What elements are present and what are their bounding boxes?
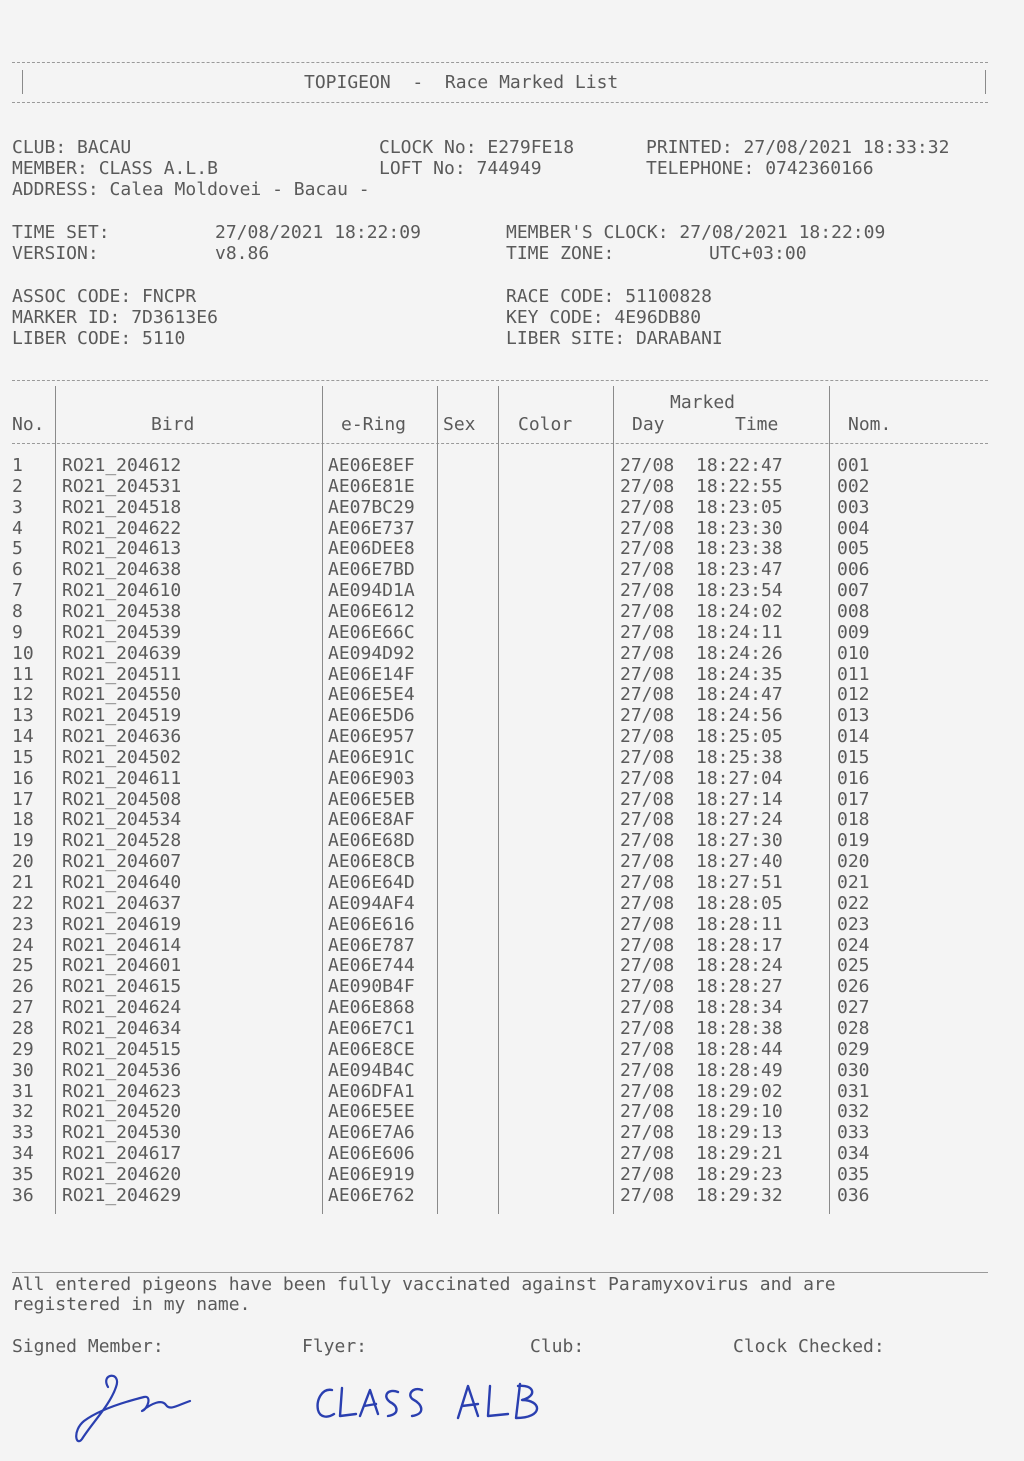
- loft-number: LOFT No: 744949: [379, 158, 542, 179]
- row-no: 14: [12, 726, 34, 748]
- row-no: 36: [12, 1184, 34, 1206]
- title-box-left-border: [22, 70, 23, 94]
- row-time: 18:28:24: [696, 955, 783, 977]
- version-value: v8.86: [215, 243, 270, 264]
- signed-member-label: Signed Member:: [12, 1336, 164, 1357]
- table-row: [12, 789, 992, 810]
- row-bird: RO21_204636: [62, 726, 182, 748]
- clock-checked-label: Clock Checked:: [733, 1336, 885, 1357]
- time-set-label: TIME SET:: [12, 222, 110, 243]
- row-time: 18:27:14: [696, 788, 783, 810]
- row-nom: 012: [837, 684, 870, 706]
- row-no: 25: [12, 955, 34, 977]
- row-bird: RO21_204508: [62, 788, 182, 810]
- row-bird: RO21_204530: [62, 1122, 182, 1144]
- table-row: [12, 1122, 992, 1143]
- row-no: 17: [12, 788, 34, 810]
- row-ering: AE094D1A: [328, 580, 415, 602]
- row-bird: RO21_204607: [62, 851, 182, 873]
- assoc-code: ASSOC CODE: FNCPR: [12, 286, 197, 307]
- row-bird: RO21_204619: [62, 913, 182, 935]
- members-clock: MEMBER'S CLOCK: 27/08/2021 18:22:09: [506, 222, 886, 243]
- row-bird: RO21_204613: [62, 538, 182, 560]
- row-no: 20: [12, 851, 34, 873]
- row-nom: 001: [837, 455, 870, 476]
- row-no: 22: [12, 892, 34, 914]
- row-day: 27/08: [620, 1080, 675, 1102]
- row-bird: RO21_204536: [62, 1059, 182, 1081]
- row-nom: 015: [837, 746, 870, 768]
- col-header-no: No.: [12, 414, 45, 435]
- row-no: 11: [12, 663, 34, 685]
- col-header-nom: Nom.: [848, 414, 892, 435]
- col-header-ering: e-Ring: [341, 414, 407, 435]
- row-ering: AE090B4F: [328, 976, 415, 998]
- row-time: 18:28:34: [696, 997, 783, 1019]
- row-time: 18:27:51: [696, 872, 783, 893]
- row-ering: AE06E762: [328, 1184, 415, 1206]
- row-nom: 022: [837, 892, 870, 914]
- key-code: KEY CODE: 4E96DB80: [506, 307, 702, 328]
- row-time: 18:28:27: [696, 976, 783, 998]
- title-box-right-border: [985, 70, 986, 94]
- table-row: [12, 872, 992, 893]
- table-row: [12, 1101, 992, 1122]
- row-day: 27/08: [620, 559, 675, 581]
- row-ering: AE06E64D: [328, 872, 415, 893]
- row-bird: RO21_204502: [62, 746, 182, 768]
- row-ering: AE06E66C: [328, 621, 415, 643]
- row-no: 35: [12, 1163, 34, 1185]
- row-time: 18:24:35: [696, 663, 783, 685]
- row-day: 27/08: [620, 705, 675, 727]
- row-time: 18:23:30: [696, 517, 783, 539]
- row-bird: RO21_204623: [62, 1080, 182, 1102]
- row-no: 18: [12, 809, 34, 831]
- row-day: 27/08: [620, 872, 675, 893]
- row-time: 18:23:47: [696, 559, 783, 581]
- row-time: 18:29:32: [696, 1184, 783, 1206]
- row-nom: 035: [837, 1163, 870, 1185]
- row-no: 23: [12, 913, 34, 935]
- row-time: 18:29:10: [696, 1101, 783, 1123]
- row-day: 27/08: [620, 1038, 675, 1060]
- row-bird: RO21_204611: [62, 767, 182, 789]
- row-bird: RO21_204617: [62, 1143, 182, 1165]
- page-title: TOPIGEON - Race Marked List: [304, 72, 619, 93]
- table-row: [12, 747, 992, 768]
- table-row: [12, 1143, 992, 1164]
- row-time: 18:29:23: [696, 1163, 783, 1185]
- col-header-marked: Marked: [670, 392, 736, 413]
- table-row: [12, 726, 992, 747]
- table-row: [12, 1060, 992, 1081]
- row-day: 27/08: [620, 580, 675, 602]
- row-time: 18:28:17: [696, 934, 783, 956]
- row-no: 15: [12, 746, 34, 768]
- row-day: 27/08: [620, 1143, 675, 1165]
- row-nom: 030: [837, 1059, 870, 1081]
- table-row: [12, 1018, 992, 1039]
- row-day: 27/08: [620, 934, 675, 956]
- title-box-bottom-border: [12, 102, 988, 103]
- row-day: 27/08: [620, 1163, 675, 1185]
- address-info: ADDRESS: Calea Moldovei - Bacau -: [12, 179, 370, 200]
- row-no: 21: [12, 872, 34, 893]
- row-ering: AE06E91C: [328, 746, 415, 768]
- table-row: [12, 580, 992, 601]
- row-ering: AE06E8CE: [328, 1038, 415, 1060]
- row-ering: AE06E744: [328, 955, 415, 977]
- row-nom: 036: [837, 1184, 870, 1206]
- row-no: 34: [12, 1143, 34, 1165]
- row-nom: 008: [837, 600, 870, 622]
- row-day: 27/08: [620, 642, 675, 664]
- row-ering: AE06E5EB: [328, 788, 415, 810]
- time-set-value: 27/08/2021 18:22:09: [215, 222, 421, 243]
- row-ering: AE06E957: [328, 726, 415, 748]
- row-no: 31: [12, 1080, 34, 1102]
- row-ering: AE094B4C: [328, 1059, 415, 1081]
- row-nom: 011: [837, 663, 870, 685]
- row-bird: RO21_204622: [62, 517, 182, 539]
- row-day: 27/08: [620, 955, 675, 977]
- row-ering: AE094D92: [328, 642, 415, 664]
- row-no: 8: [12, 600, 23, 622]
- row-ering: AE07BC29: [328, 496, 415, 518]
- row-no: 7: [12, 580, 23, 602]
- row-day: 27/08: [620, 1101, 675, 1123]
- row-no: 24: [12, 934, 34, 956]
- race-code: RACE CODE: 51100828: [506, 286, 712, 307]
- row-nom: 017: [837, 788, 870, 810]
- table-row: [12, 1164, 992, 1185]
- row-ering: AE06E7C1: [328, 1017, 415, 1039]
- row-no: 29: [12, 1038, 34, 1060]
- club-info: CLUB: BACAU: [12, 137, 132, 158]
- row-nom: 025: [837, 955, 870, 977]
- row-ering: AE094AF4: [328, 892, 415, 914]
- row-ering: AE06E5E4: [328, 684, 415, 706]
- title-box-top-border: [12, 62, 988, 63]
- row-day: 27/08: [620, 997, 675, 1019]
- row-time: 18:22:47: [696, 455, 783, 476]
- flyer-handwritten-name: [312, 1378, 562, 1430]
- row-bird: RO21_204637: [62, 892, 182, 914]
- row-time: 18:28:44: [696, 1038, 783, 1060]
- row-no: 19: [12, 830, 34, 852]
- row-time: 18:29:21: [696, 1143, 783, 1165]
- row-bird: RO21_204640: [62, 872, 182, 893]
- table-row: [12, 538, 992, 559]
- row-day: 27/08: [620, 809, 675, 831]
- row-time: 18:25:05: [696, 726, 783, 748]
- row-day: 27/08: [620, 621, 675, 643]
- row-nom: 002: [837, 475, 870, 497]
- row-nom: 013: [837, 705, 870, 727]
- row-bird: RO21_204612: [62, 455, 182, 476]
- row-time: 18:29:02: [696, 1080, 783, 1102]
- row-bird: RO21_204614: [62, 934, 182, 956]
- row-time: 18:28:05: [696, 892, 783, 914]
- table-row: [12, 955, 992, 976]
- table-row: [12, 809, 992, 830]
- row-bird: RO21_204639: [62, 642, 182, 664]
- row-bird: RO21_204620: [62, 1163, 182, 1185]
- row-no: 16: [12, 767, 34, 789]
- row-nom: 032: [837, 1101, 870, 1123]
- row-day: 27/08: [620, 538, 675, 560]
- row-nom: 005: [837, 538, 870, 560]
- row-nom: 021: [837, 872, 870, 893]
- row-bird: RO21_204601: [62, 955, 182, 977]
- row-ering: AE06DEE8: [328, 538, 415, 560]
- row-time: 18:24:11: [696, 621, 783, 643]
- member-info: MEMBER: CLASS A.L.B: [12, 158, 218, 179]
- row-day: 27/08: [620, 1059, 675, 1081]
- row-no: 9: [12, 621, 23, 643]
- table-row: [12, 768, 992, 789]
- row-no: 27: [12, 997, 34, 1019]
- row-no: 1: [12, 455, 23, 476]
- vaccination-statement-line1: All entered pigeons have been fully vaccinated against Paramyxovirus and are: [12, 1274, 836, 1295]
- row-bird: RO21_204638: [62, 559, 182, 581]
- row-no: 2: [12, 475, 23, 497]
- row-nom: 010: [837, 642, 870, 664]
- table-header-bottom-border: [12, 443, 988, 444]
- row-nom: 027: [837, 997, 870, 1019]
- clock-number: CLOCK No: E279FE18: [379, 137, 575, 158]
- row-time: 18:28:49: [696, 1059, 783, 1081]
- row-nom: 016: [837, 767, 870, 789]
- row-nom: 009: [837, 621, 870, 643]
- vaccination-statement-line2: registered in my name.: [12, 1294, 251, 1315]
- row-no: 28: [12, 1017, 34, 1039]
- col-header-time: Time: [735, 414, 779, 435]
- row-time: 18:23:38: [696, 538, 783, 560]
- row-bird: RO21_204538: [62, 600, 182, 622]
- row-nom: 029: [837, 1038, 870, 1060]
- table-row: [12, 664, 992, 685]
- telephone-info: TELEPHONE: 0742360166: [646, 158, 874, 179]
- row-bird: RO21_204511: [62, 663, 182, 685]
- row-nom: 020: [837, 851, 870, 873]
- liber-code: LIBER CODE: 5110: [12, 328, 186, 349]
- marker-id: MARKER ID: 7D3613E6: [12, 307, 218, 328]
- row-day: 27/08: [620, 1184, 675, 1206]
- table-row: [12, 997, 992, 1018]
- footer-divider: [12, 1272, 988, 1273]
- table-row: [12, 935, 992, 956]
- row-nom: 023: [837, 913, 870, 935]
- row-time: 18:27:40: [696, 851, 783, 873]
- row-time: 18:24:56: [696, 705, 783, 727]
- row-time: 18:24:47: [696, 684, 783, 706]
- handwritten-signature: [70, 1365, 200, 1445]
- row-day: 27/08: [620, 788, 675, 810]
- row-bird: RO21_204520: [62, 1101, 182, 1123]
- row-ering: AE06E8AF: [328, 809, 415, 831]
- row-no: 33: [12, 1122, 34, 1144]
- row-day: 27/08: [620, 1017, 675, 1039]
- version-label: VERSION:: [12, 243, 99, 264]
- row-nom: 007: [837, 580, 870, 602]
- table-row: [12, 976, 992, 997]
- table-row: [12, 684, 992, 705]
- row-ering: AE06E616: [328, 913, 415, 935]
- row-no: 32: [12, 1101, 34, 1123]
- liber-site: LIBER SITE: DARABANI: [506, 328, 723, 349]
- row-no: 13: [12, 705, 34, 727]
- table-row: [12, 1039, 992, 1060]
- row-bird: RO21_204534: [62, 809, 182, 831]
- row-nom: 024: [837, 934, 870, 956]
- table-row: [12, 643, 992, 664]
- row-bird: RO21_204518: [62, 496, 182, 518]
- row-nom: 003: [837, 496, 870, 518]
- col-header-day: Day: [632, 414, 665, 435]
- row-ering: AE06E8CB: [328, 851, 415, 873]
- col-header-color: Color: [518, 414, 573, 435]
- row-time: 18:27:24: [696, 809, 783, 831]
- row-nom: 028: [837, 1017, 870, 1039]
- row-day: 27/08: [620, 684, 675, 706]
- table-row: [12, 1081, 992, 1102]
- row-bird: RO21_204531: [62, 475, 182, 497]
- row-day: 27/08: [620, 830, 675, 852]
- row-ering: AE06E737: [328, 517, 415, 539]
- row-ering: AE06E14F: [328, 663, 415, 685]
- table-row: [12, 476, 992, 497]
- row-bird: RO21_204634: [62, 1017, 182, 1039]
- row-no: 5: [12, 538, 23, 560]
- table-row: [12, 622, 992, 643]
- table-row: [12, 455, 992, 476]
- row-no: 6: [12, 559, 23, 581]
- row-ering: AE06E5EE: [328, 1101, 415, 1123]
- row-nom: 018: [837, 809, 870, 831]
- row-day: 27/08: [620, 496, 675, 518]
- row-day: 27/08: [620, 851, 675, 873]
- table-row: [12, 705, 992, 726]
- printed-timestamp: PRINTED: 27/08/2021 18:33:32: [646, 137, 950, 158]
- row-time: 18:29:13: [696, 1122, 783, 1144]
- row-no: 4: [12, 517, 23, 539]
- row-nom: 031: [837, 1080, 870, 1102]
- row-bird: RO21_204615: [62, 976, 182, 998]
- row-no: 10: [12, 642, 34, 664]
- table-row: [12, 497, 992, 518]
- row-bird: RO21_204610: [62, 580, 182, 602]
- table-row: [12, 559, 992, 580]
- time-zone-value: UTC+03:00: [709, 243, 807, 264]
- table-top-border: [12, 380, 988, 381]
- row-nom: 019: [837, 830, 870, 852]
- row-bird: RO21_204624: [62, 997, 182, 1019]
- row-day: 27/08: [620, 663, 675, 685]
- row-ering: AE06E68D: [328, 830, 415, 852]
- row-no: 12: [12, 684, 34, 706]
- table-row: [12, 830, 992, 851]
- row-day: 27/08: [620, 455, 675, 476]
- row-bird: RO21_204519: [62, 705, 182, 727]
- row-bird: RO21_204550: [62, 684, 182, 706]
- club-label: Club:: [530, 1336, 585, 1357]
- row-ering: AE06E606: [328, 1143, 415, 1165]
- row-nom: 034: [837, 1143, 870, 1165]
- col-header-sex: Sex: [443, 414, 476, 435]
- row-day: 27/08: [620, 726, 675, 748]
- row-time: 18:27:30: [696, 830, 783, 852]
- row-bird: RO21_204515: [62, 1038, 182, 1060]
- table-row: [12, 914, 992, 935]
- row-time: 18:22:55: [696, 475, 783, 497]
- row-day: 27/08: [620, 892, 675, 914]
- row-day: 27/08: [620, 746, 675, 768]
- row-day: 27/08: [620, 1122, 675, 1144]
- row-time: 18:23:05: [696, 496, 783, 518]
- row-nom: 004: [837, 517, 870, 539]
- table-row: [12, 851, 992, 872]
- row-ering: AE06E612: [328, 600, 415, 622]
- row-time: 18:23:54: [696, 580, 783, 602]
- row-no: 30: [12, 1059, 34, 1081]
- table-row: [12, 893, 992, 914]
- row-no: 3: [12, 496, 23, 518]
- row-ering: AE06E81E: [328, 475, 415, 497]
- row-nom: 014: [837, 726, 870, 748]
- row-ering: AE06E8EF: [328, 455, 415, 476]
- row-nom: 006: [837, 559, 870, 581]
- row-bird: RO21_204539: [62, 621, 182, 643]
- row-ering: AE06E7A6: [328, 1122, 415, 1144]
- row-bird: RO21_204528: [62, 830, 182, 852]
- row-time: 18:27:04: [696, 767, 783, 789]
- row-time: 18:28:11: [696, 913, 783, 935]
- row-ering: AE06E868: [328, 997, 415, 1019]
- row-bird: RO21_204629: [62, 1184, 182, 1206]
- col-header-bird: Bird: [151, 414, 195, 435]
- row-day: 27/08: [620, 976, 675, 998]
- row-day: 27/08: [620, 600, 675, 622]
- table-row: [12, 1185, 992, 1206]
- row-day: 27/08: [620, 913, 675, 935]
- table-row: [12, 518, 992, 539]
- row-ering: AE06E5D6: [328, 705, 415, 727]
- row-day: 27/08: [620, 517, 675, 539]
- time-zone-label: TIME ZONE:: [506, 243, 615, 264]
- row-ering: AE06E7BD: [328, 559, 415, 581]
- row-time: 18:24:02: [696, 600, 783, 622]
- row-day: 27/08: [620, 475, 675, 497]
- row-time: 18:25:38: [696, 746, 783, 768]
- row-ering: AE06E903: [328, 767, 415, 789]
- row-ering: AE06E787: [328, 934, 415, 956]
- table-row: [12, 601, 992, 622]
- row-nom: 026: [837, 976, 870, 998]
- row-nom: 033: [837, 1122, 870, 1144]
- flyer-label: Flyer:: [302, 1336, 368, 1357]
- row-no: 26: [12, 976, 34, 998]
- row-day: 27/08: [620, 767, 675, 789]
- row-ering: AE06E919: [328, 1163, 415, 1185]
- row-time: 18:28:38: [696, 1017, 783, 1039]
- row-ering: AE06DFA1: [328, 1080, 415, 1102]
- row-time: 18:24:26: [696, 642, 783, 664]
